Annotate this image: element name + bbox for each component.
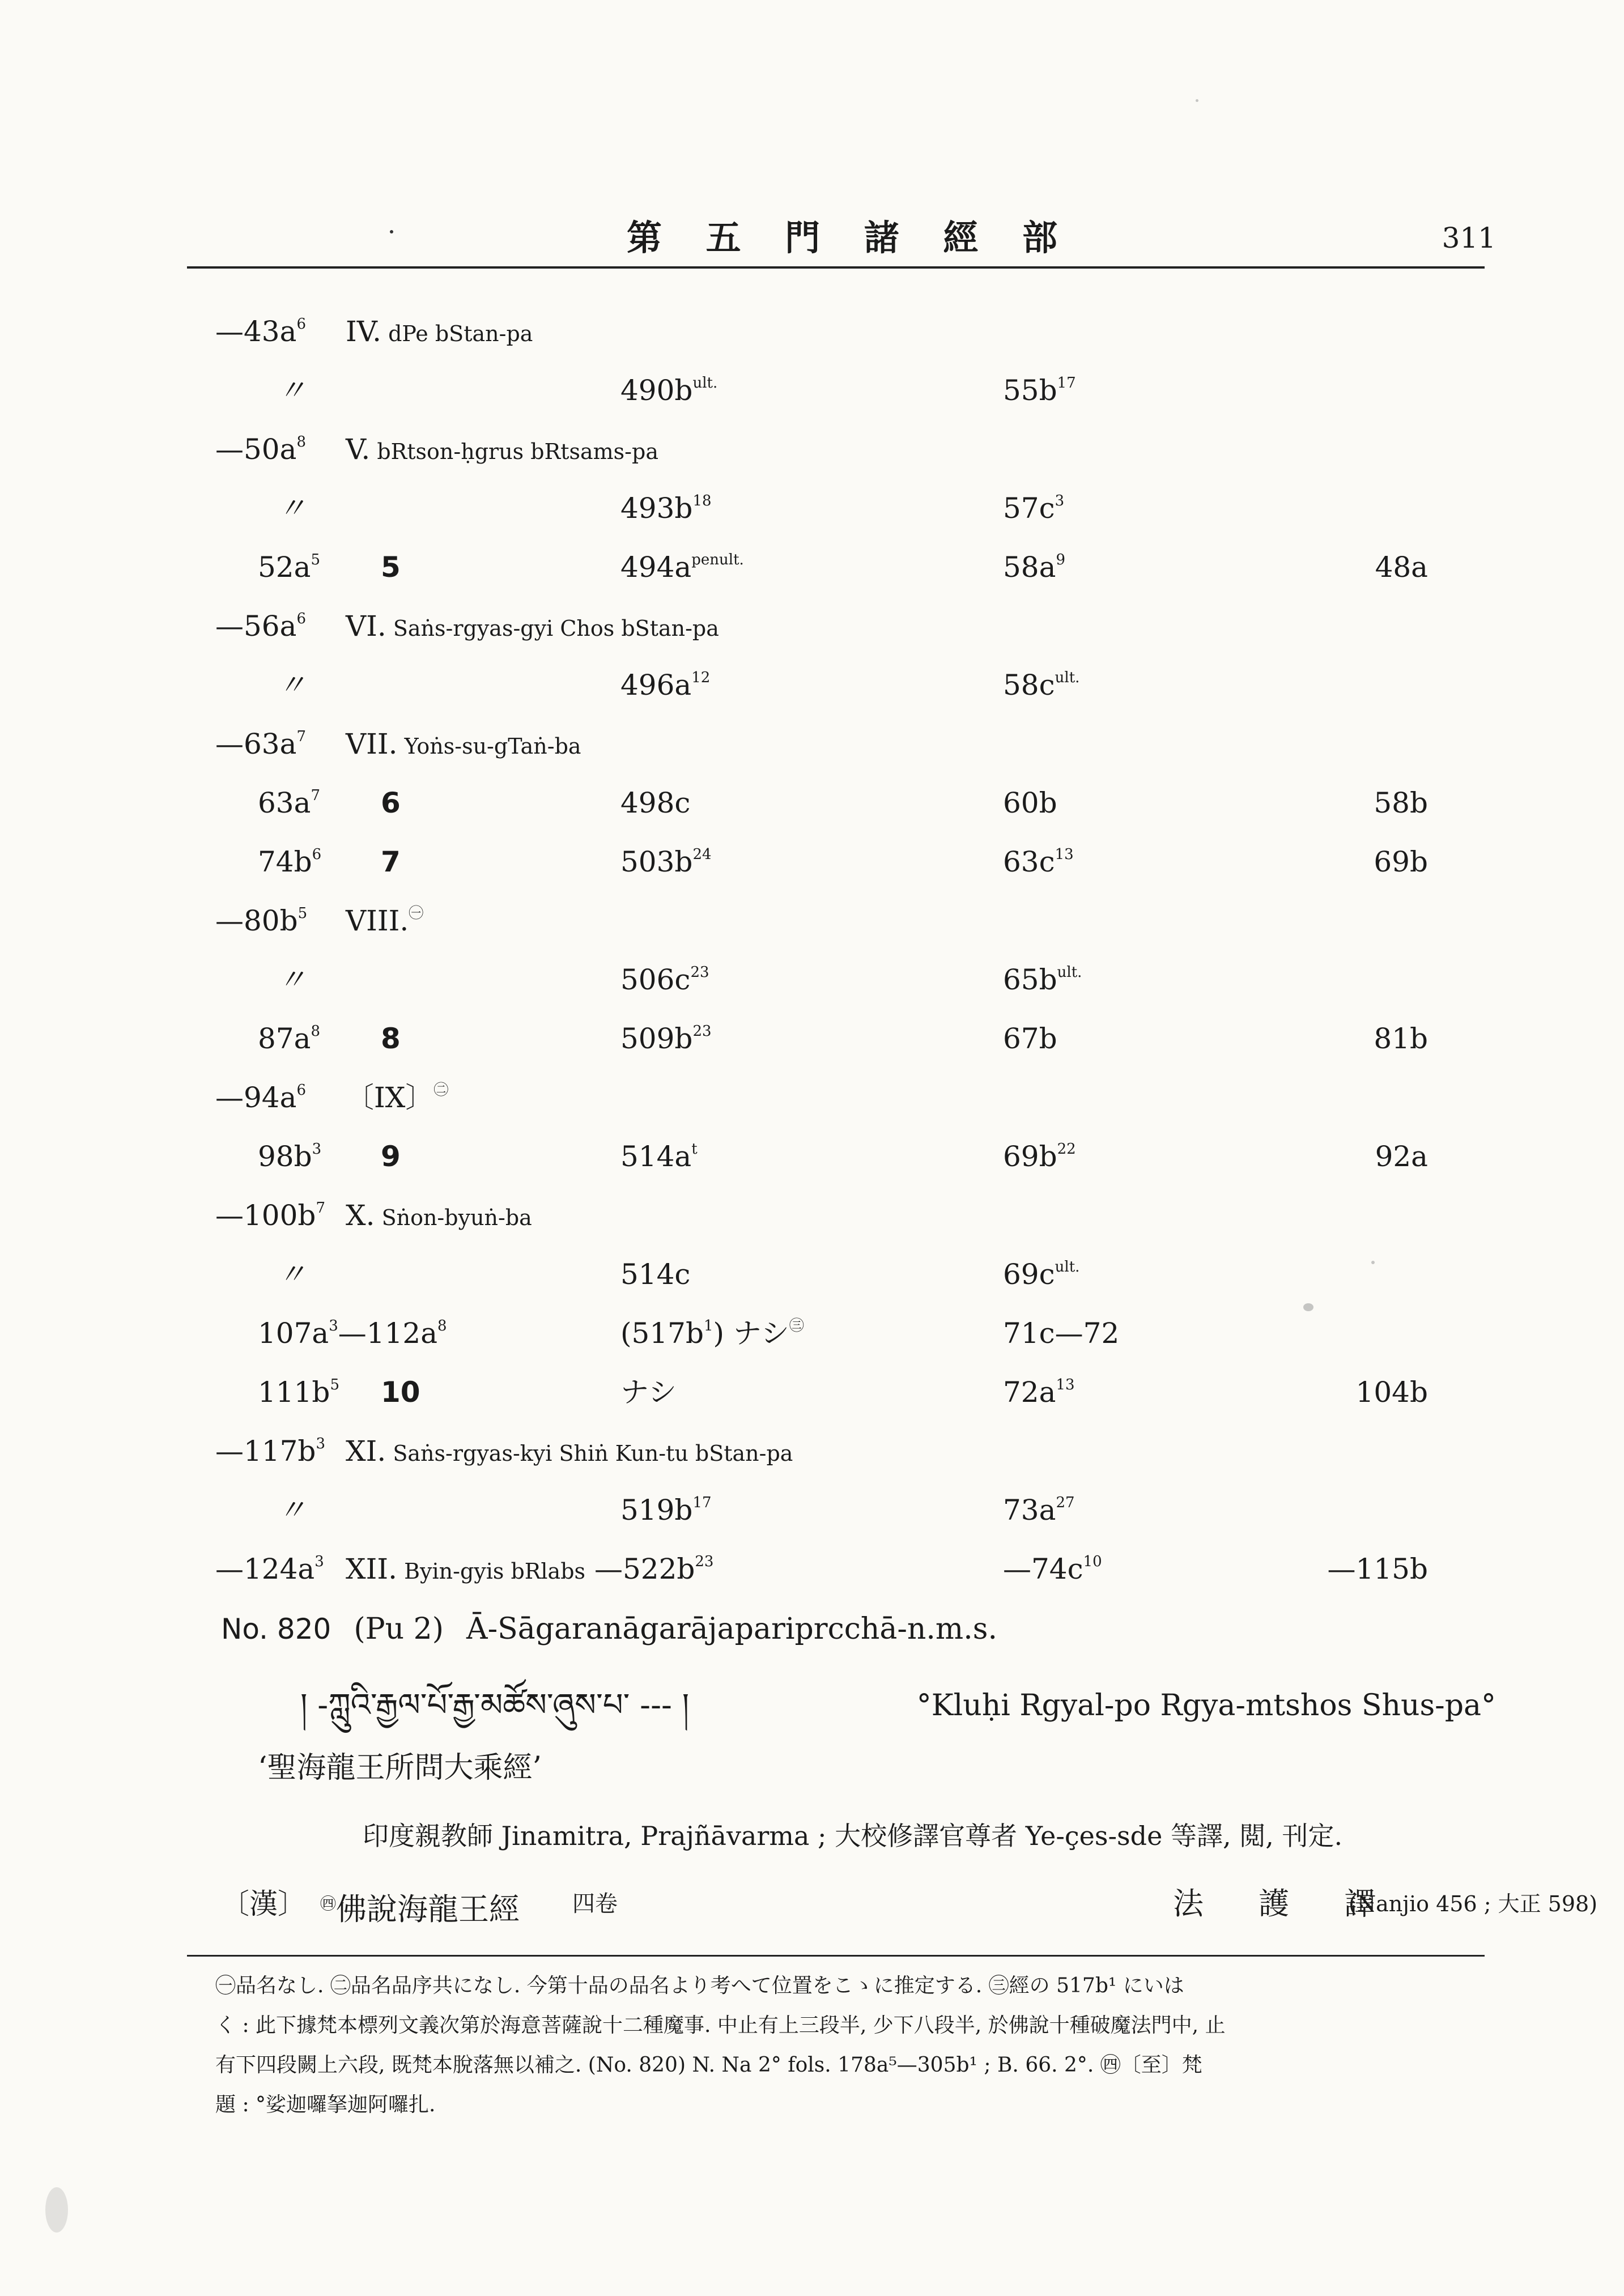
folio-ref: $—50a^8$ [215,433,306,466]
folio-ref: $—94a^6$ [215,1081,306,1114]
han-version-line [221,1876,1598,1932]
chapter-number: 5 [381,551,401,584]
folio-ref: $—56a^6$ [215,610,306,643]
ref-col-c: $69b^{22}$ [1003,1140,1076,1173]
translators-line: 印度親教師 Jinamitra, Prajñāvarma ; 大校修譯官尊者 Ye-çes-sde 等譯, 閲, 刊定. [363,1821,1343,1851]
scan-dot [390,230,393,233]
ref-col-b: $509b^{23}$ [620,1022,712,1055]
footnote-line: 有下四段闕上六段, 既梵本脫落無以補之. (No. 820) N. Na 2° fols. 178a⁵—305b¹ ; B. 66. 2°. ㊃〔至〕梵 [215,2053,1202,2077]
tibetan-title-line [300,1674,1496,1737]
ref-col-d: 69b [1374,845,1428,878]
section-heading: VIII.$^㊀$ [346,904,424,937]
section-heading: XI. Saṅs-rgyas-kyi Shiṅ Kun-tu bStan-pa [346,1435,793,1468]
section-title: 第 五 門 諸 經 部 [627,217,1073,258]
section-heading: X. Sṅon-byuṅ-ba [346,1199,532,1232]
entry-heading [221,1604,997,1655]
ref-col-d: —115b [1327,1553,1428,1585]
ref-col-c: $63c^{13}$ [1003,845,1074,878]
entry-number: No. 820 [221,1613,331,1646]
ref-col-c: 71c—72 [1003,1317,1120,1350]
folio-ref: $—100b^7$ [215,1199,325,1232]
folio-ref: $74b^6$ [258,845,322,878]
folio-ref: $63a^7$ [258,786,320,819]
ref-col-b: $506c^{23}$ [620,963,709,996]
ref-col-b: $493b^{18}$ [620,492,712,525]
section-heading: XII. Byin-gyis bRlabs $—522b^{23}$ [346,1553,714,1585]
tibetan-script-title: ། ‑ཀླུའི་རྒྱལ་པོ་རྒྱ་མཚོས་ཞུས་པ་ ‑‑‑ ། [300,1687,690,1724]
table-row [0,836,1624,887]
table-row [0,777,1624,828]
scan-speck [1371,1261,1375,1264]
han-title-text: 佛說海龍王經 [336,1891,520,1927]
ditto-mark: 〃 [278,669,306,701]
ref-col-b: 514c [620,1258,691,1291]
table-row [0,954,1624,1005]
chapter-number: 6 [381,786,401,819]
table-row [0,1308,1624,1359]
ref-col-b: 498c [620,786,691,819]
chapter-number: 10 [381,1376,420,1409]
ditto-mark: 〃 [278,374,306,407]
section-heading: V. bRtson-ḥgrus bRtsams-pa [346,433,658,466]
table-row [0,1131,1624,1182]
ref-col-b: $503b^{24}$ [620,845,712,878]
ref-col-c: 60b [1003,786,1057,819]
ref-col-c: $58a^9$ [1003,551,1065,584]
folio-ref: $87a^8$ [258,1022,320,1055]
ref-col-d: 81b [1374,1022,1428,1055]
table-row [0,601,1624,652]
entry-pu: (Pu 2) [354,1612,444,1646]
ditto-mark: 〃 [278,1494,306,1527]
table-row [0,483,1624,534]
folio-ref: $98b^3$ [258,1140,322,1173]
page-number: 311 [1442,222,1496,254]
table-row [0,1190,1624,1241]
table-row [0,660,1624,711]
table-row [0,1426,1624,1477]
folio-ref: $—43a^6$ [215,315,306,348]
section-heading: 〔IX〕$^㊁$ [346,1081,449,1114]
folio-ref: $52a^5$ [258,551,320,584]
table-row [0,1072,1624,1123]
ref-col-b: $514a^t$ [620,1140,698,1173]
chapter-number: 7 [381,845,401,878]
tibetan-roman-title: °Kluḥi Rgyal-po Rgya-mtshos Shus-pa° [916,1689,1496,1723]
ref-col-b: $519b^{17}$ [620,1494,712,1527]
entry-sanskrit-title: Ā-Sāgaranāgarājapariprcchā-n.m.s. [466,1612,997,1646]
table-row [0,1544,1624,1595]
ref-col-b: $494a^{penult.}$ [620,551,744,584]
ditto-mark: 〃 [278,1258,306,1291]
ref-col-d: 48a [1375,551,1428,584]
han-translator: 法 護 譯 [1173,1886,1398,1921]
ref-col-c: $57c^3$ [1003,492,1065,525]
ref-col-c: $73a^{27}$ [1003,1494,1075,1527]
ref-col-c: $58c^{ult.}$ [1003,669,1080,701]
ref-col-c: $55b^{17}$ [1003,374,1076,407]
ditto-mark: 〃 [278,963,306,996]
han-title [320,1876,520,1938]
ref-col-b: $496a^{12}$ [620,669,711,701]
table-row [0,1013,1624,1064]
han-volumes: 四卷 [572,1891,618,1917]
ref-col-c: $72a^{13}$ [1003,1376,1075,1409]
scan-speck [1303,1303,1313,1311]
footnote-line: く : 此下據梵本標列文義次第於海意菩薩說十二種魔事. 中止有上三段半, 少下八段半, 於佛說十種破魔法門中, 止 [215,2014,1226,2037]
ref-col-d: 58b [1374,786,1428,819]
table-row [0,895,1624,946]
folio-ref: $—124a^3$ [215,1553,324,1585]
table-row [0,718,1624,769]
footnote-rule [187,1955,1485,1957]
table-row [0,424,1624,475]
ref-col-c: $65b^{ult.}$ [1003,963,1082,996]
footnote-line: 題 : °娑迦囉拏迦阿囉扎. [215,2093,436,2116]
ref-col-d: 104b [1355,1376,1428,1409]
section-heading: VI. Saṅs-rgyas-gyi Chos bStan-pa [346,610,719,643]
footnote-mark: ㊃ [320,1894,337,1913]
section-heading: IV. dPe bStan-pa [346,315,533,348]
ref-col-b: ナシ [620,1376,677,1409]
ditto-mark: 〃 [278,492,306,525]
table-row [0,1367,1624,1418]
folio-ref: $111b^5$ [258,1376,339,1409]
scan-speck [1196,99,1198,102]
table-row [0,542,1624,593]
table-row [0,306,1624,357]
folio-ref: $—63a^7$ [215,728,306,760]
ref-col-d: 92a [1375,1140,1428,1173]
header-rule [187,266,1485,269]
chapter-number: 9 [381,1140,401,1173]
ref-col-b: $490b^{ult.}$ [620,374,718,407]
folio-ref: $107a^3—112a^8$ [258,1317,447,1350]
ref-col-c: $69c^{ult.}$ [1003,1258,1080,1291]
scan-speck [45,2187,68,2233]
chapter-number: 8 [381,1022,401,1055]
ref-col-c: $—74c^{10}$ [1003,1553,1102,1585]
table-row [0,365,1624,416]
table-row [0,1485,1624,1536]
ref-col-b: $(517b^1)$ ナシ$^㊂$ [620,1317,804,1350]
footnote-line: ㊀品名なし. ㊁品名品序共になし. 今第十品の品名より考へて位置をこゝに推定する. ㊂經の 517b¹ にいは [215,1974,1184,1997]
table-row [0,1249,1624,1300]
chinese-title: ‘聖海龍王所問大乘經’ [258,1751,542,1785]
han-tag: 〔漢〕 [221,1887,306,1920]
ref-col-c: 67b [1003,1022,1057,1055]
folio-ref: $—80b^5$ [215,904,308,937]
folio-ref: $—117b^3$ [215,1435,325,1468]
section-heading: VII. Yoṅs-su-gTaṅ-ba [346,728,581,760]
han-reference: (Nanjio 456 ; 大正 598) [1349,1891,1598,1916]
